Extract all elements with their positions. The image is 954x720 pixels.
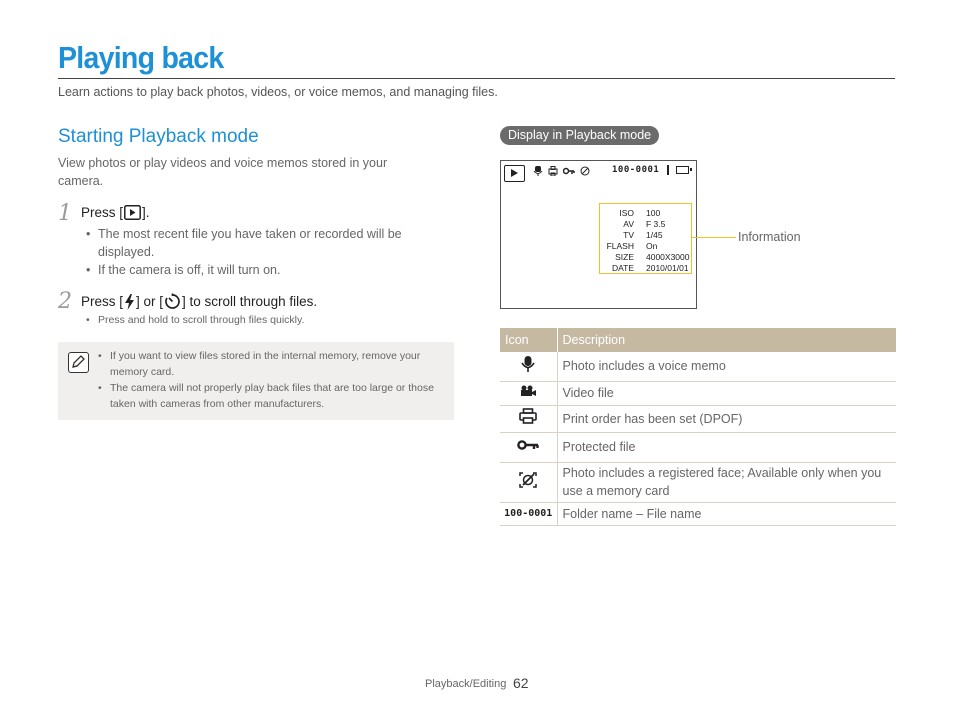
info-caption: Information bbox=[738, 230, 801, 244]
page-title: Playing back bbox=[58, 40, 224, 75]
folder-file-name-indicator: 100-0001 bbox=[504, 507, 553, 519]
row-description: Photo includes a registered face; Available only when you use a memory card bbox=[557, 462, 896, 502]
table-row bbox=[500, 352, 896, 381]
step-1-bullets bbox=[86, 225, 438, 279]
step-instruction: Press [ ]. bbox=[81, 205, 150, 220]
registered-face-icon bbox=[580, 166, 590, 176]
playback-mode-icon bbox=[504, 165, 525, 182]
registered-face-icon bbox=[518, 471, 538, 489]
header-description: Description bbox=[557, 328, 896, 352]
page-subtitle: Learn actions to play back photos, videos, or voice memos, and managing files. bbox=[58, 85, 498, 99]
list-item: • If you want to view files stored in the internal memory, remove your memory card. bbox=[98, 350, 421, 378]
note-pencil-icon bbox=[68, 352, 89, 373]
voice-memo-icon bbox=[520, 355, 536, 373]
step-instruction: Press [ ] or [ ] to scroll through files. bbox=[81, 294, 318, 309]
icon-description-table bbox=[500, 328, 896, 526]
print-order-icon bbox=[519, 408, 537, 424]
table-row bbox=[500, 502, 896, 525]
header-icon: Icon bbox=[500, 328, 557, 352]
info-callout-line bbox=[692, 237, 736, 238]
row-description: Video file bbox=[557, 381, 896, 405]
list-item: • The camera will not properly play back files that are too large or those taken with cameras from other manufacturers. bbox=[98, 382, 434, 410]
protected-key-icon bbox=[563, 166, 575, 176]
battery-icon bbox=[676, 166, 689, 174]
voice-memo-icon bbox=[533, 166, 543, 176]
note-list bbox=[98, 348, 445, 412]
info-values: 100 F 3.5 1/45 On 4000X3000 2010/01/01 bbox=[646, 208, 690, 273]
print-order-icon bbox=[548, 166, 558, 176]
table-row bbox=[500, 381, 896, 405]
footer-page-number: 62 bbox=[513, 675, 529, 691]
step-number: 1 bbox=[58, 201, 72, 226]
table-header-row bbox=[500, 328, 896, 352]
playback-icon bbox=[124, 205, 141, 220]
status-icons-row bbox=[533, 166, 590, 176]
row-description: Print order has been set (DPOF) bbox=[557, 405, 896, 432]
step-2-bullets bbox=[86, 312, 438, 328]
folder-file-id: 100-0001 bbox=[612, 165, 660, 175]
row-description: Photo includes a voice memo bbox=[557, 352, 896, 381]
table-row bbox=[500, 432, 896, 462]
table-row bbox=[500, 405, 896, 432]
note-box bbox=[58, 342, 454, 420]
divider-mark bbox=[667, 165, 669, 175]
list-item: • If the camera is off, it will turn on. bbox=[86, 263, 281, 277]
timer-icon bbox=[164, 293, 181, 310]
video-file-icon bbox=[519, 385, 537, 397]
protected-key-icon bbox=[517, 439, 539, 451]
footer-section-name: Playback/Editing bbox=[425, 678, 507, 690]
info-panel bbox=[599, 203, 692, 274]
row-description: Folder name – File name bbox=[557, 502, 896, 525]
list-item: • Press and hold to scroll through files quickly. bbox=[86, 314, 305, 326]
display-label-pill: Display in Playback mode bbox=[500, 126, 659, 145]
section-description: View photos or play videos and voice memos stored in your camera. bbox=[58, 156, 388, 188]
step-number: 2 bbox=[58, 289, 72, 314]
flash-icon bbox=[124, 294, 135, 310]
title-divider bbox=[58, 78, 895, 79]
section-heading: Starting Playback mode bbox=[58, 126, 259, 147]
list-item: • The most recent file you have taken or recorded will be displayed. bbox=[86, 227, 402, 259]
table-row bbox=[500, 462, 896, 502]
row-description: Protected file bbox=[557, 432, 896, 462]
info-labels: ISO AV TV FLASH SIZE DATE bbox=[606, 208, 634, 273]
